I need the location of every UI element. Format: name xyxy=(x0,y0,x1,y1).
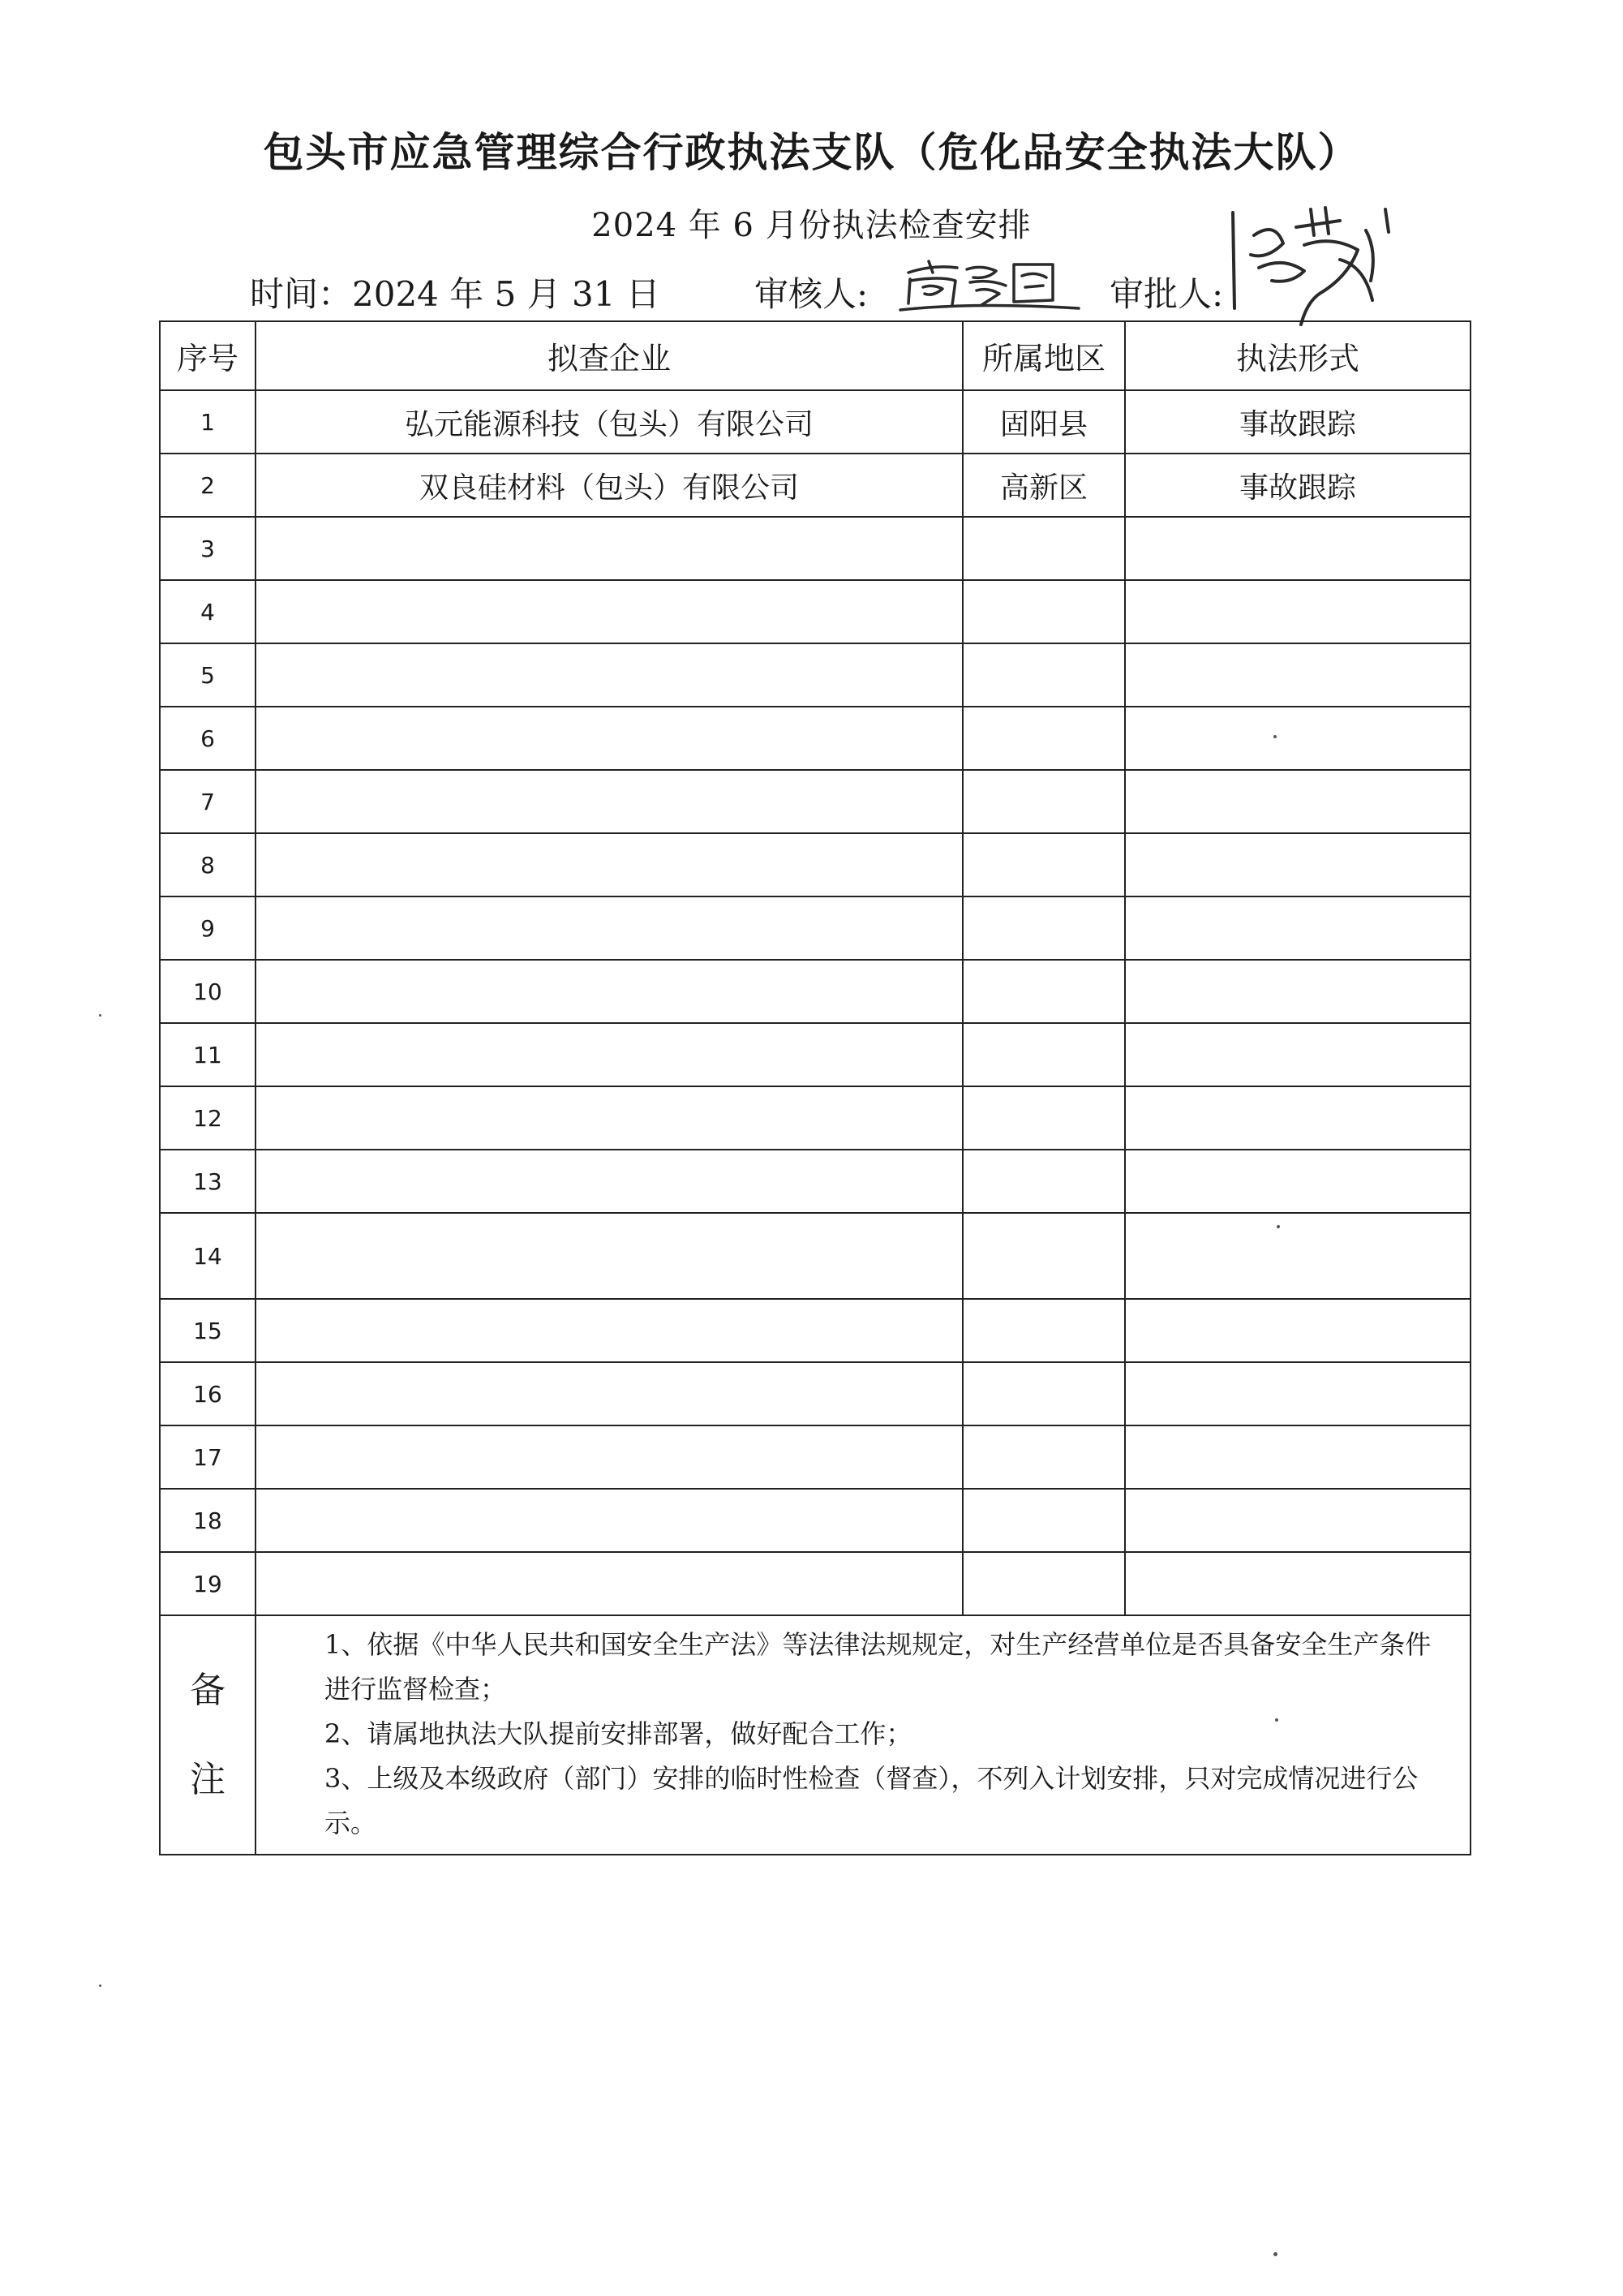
table-row xyxy=(160,643,1471,707)
row-form xyxy=(1125,896,1471,960)
table-row xyxy=(160,454,1471,517)
row-company xyxy=(255,1150,963,1213)
remarks-row xyxy=(160,1615,1471,1855)
row-index: 14 xyxy=(160,1213,255,1299)
remarks-label-top: 备 xyxy=(190,1669,225,1711)
row-index: 5 xyxy=(160,643,255,707)
row-form xyxy=(1125,1023,1471,1086)
row-region xyxy=(963,1299,1125,1362)
row-region xyxy=(963,580,1125,643)
row-form xyxy=(1125,833,1471,896)
approver-label: 审批人: xyxy=(1110,274,1224,314)
row-index: 4 xyxy=(160,580,255,643)
remarks-body xyxy=(255,1615,1471,1855)
row-region: 高新区 xyxy=(963,454,1125,517)
table-row xyxy=(160,1489,1471,1552)
row-company xyxy=(255,1023,963,1086)
date-value: 2024 年 5 月 31 日 xyxy=(352,274,660,314)
row-company xyxy=(255,1362,963,1425)
row-company xyxy=(255,1489,963,1552)
table-row xyxy=(160,960,1471,1023)
remarks-label-bottom: 注 xyxy=(190,1758,225,1800)
table-row xyxy=(160,1086,1471,1150)
row-region xyxy=(963,1552,1125,1615)
row-index: 8 xyxy=(160,833,255,896)
row-index: 6 xyxy=(160,707,255,770)
row-form xyxy=(1125,707,1471,770)
remarks-label xyxy=(160,1615,255,1855)
row-index: 16 xyxy=(160,1362,255,1425)
row-index: 1 xyxy=(160,390,255,454)
header-index: 序号 xyxy=(160,321,255,390)
row-index: 17 xyxy=(160,1425,255,1489)
row-index: 2 xyxy=(160,454,255,517)
row-region xyxy=(963,517,1125,580)
row-form xyxy=(1125,517,1471,580)
row-index: 11 xyxy=(160,1023,255,1086)
row-company xyxy=(255,833,963,896)
inspection-plan-table xyxy=(159,320,1471,1855)
table-row xyxy=(160,390,1471,454)
row-company xyxy=(255,580,963,643)
row-company xyxy=(255,707,963,770)
row-form xyxy=(1125,1489,1471,1552)
row-form xyxy=(1125,580,1471,643)
reviewer-label: 审核人: xyxy=(754,274,869,314)
header-form: 执法形式 xyxy=(1125,321,1471,390)
row-region xyxy=(963,1489,1125,1552)
table-row xyxy=(160,833,1471,896)
row-index: 9 xyxy=(160,896,255,960)
row-index: 12 xyxy=(160,1086,255,1150)
row-region xyxy=(963,960,1125,1023)
row-region xyxy=(963,896,1125,960)
row-form xyxy=(1125,1213,1471,1299)
row-region xyxy=(963,833,1125,896)
row-region xyxy=(963,1023,1125,1086)
row-form xyxy=(1125,770,1471,833)
row-index: 7 xyxy=(160,770,255,833)
row-company: 双良硅材料（包头）有限公司 xyxy=(255,454,963,517)
table-row xyxy=(160,1299,1471,1362)
row-index: 15 xyxy=(160,1299,255,1362)
row-company xyxy=(255,1086,963,1150)
scan-speck xyxy=(1273,735,1277,738)
row-region xyxy=(963,1213,1125,1299)
row-form xyxy=(1125,1362,1471,1425)
row-region: 固阳县 xyxy=(963,390,1125,454)
row-form xyxy=(1125,1086,1471,1150)
table-row xyxy=(160,707,1471,770)
row-index: 3 xyxy=(160,517,255,580)
table-header-row xyxy=(160,321,1471,390)
remark-item: 3、上级及本级政府（部门）安排的临时性检查（督查），不列入计划安排，只对完成情况进行公示。 xyxy=(324,1763,1419,1838)
row-form xyxy=(1125,1425,1471,1489)
row-company xyxy=(255,1425,963,1489)
table-row xyxy=(160,896,1471,960)
scan-speck xyxy=(99,1984,101,1987)
scan-speck xyxy=(99,1014,101,1017)
table-row xyxy=(160,1425,1471,1489)
table-row xyxy=(160,517,1471,580)
row-region xyxy=(963,643,1125,707)
row-index: 18 xyxy=(160,1489,255,1552)
header-region: 所属地区 xyxy=(963,321,1125,390)
date-line xyxy=(250,268,660,316)
row-company xyxy=(255,960,963,1023)
row-company xyxy=(255,517,963,580)
table-row xyxy=(160,1213,1471,1299)
row-form: 事故跟踪 xyxy=(1125,390,1471,454)
row-form xyxy=(1125,643,1471,707)
row-form xyxy=(1125,960,1471,1023)
table-row xyxy=(160,1150,1471,1213)
row-company xyxy=(255,896,963,960)
row-index: 13 xyxy=(160,1150,255,1213)
row-region xyxy=(963,1150,1125,1213)
row-form: 事故跟踪 xyxy=(1125,454,1471,517)
row-form xyxy=(1125,1552,1471,1615)
row-form xyxy=(1125,1150,1471,1213)
row-region xyxy=(963,707,1125,770)
row-index: 10 xyxy=(160,960,255,1023)
page-subtitle: 2024 年 6 月份执法检查安排 xyxy=(591,207,1032,244)
table-row xyxy=(160,770,1471,833)
row-company xyxy=(255,643,963,707)
scan-speck xyxy=(1273,2252,1277,2256)
row-index: 19 xyxy=(160,1552,255,1615)
row-company xyxy=(255,1299,963,1362)
page-title: 包头市应急管理综合行政执法支队（危化品安全执法大队） xyxy=(263,129,1360,176)
table-row xyxy=(160,1362,1471,1425)
remark-item: 1、依据《中华人民共和国安全生产法》等法律法规规定，对生产经营单位是否具备安全生产条件进行监督检查； xyxy=(324,1629,1432,1705)
table-row xyxy=(160,1023,1471,1086)
row-region xyxy=(963,1425,1125,1489)
header-company: 拟查企业 xyxy=(255,321,963,390)
row-company xyxy=(255,770,963,833)
row-form xyxy=(1125,1299,1471,1362)
reviewer-signature xyxy=(892,240,1087,321)
row-region xyxy=(963,1362,1125,1425)
scan-speck xyxy=(1277,1225,1280,1228)
row-company: 弘元能源科技（包头）有限公司 xyxy=(255,390,963,454)
row-company xyxy=(255,1213,963,1299)
date-label: 时间： xyxy=(250,274,353,314)
row-company xyxy=(255,1552,963,1615)
remark-item: 2、请属地执法大队提前安排部署，做好配合工作； xyxy=(324,1718,912,1749)
row-region xyxy=(963,770,1125,833)
table-row xyxy=(160,1552,1471,1615)
table-row xyxy=(160,580,1471,643)
scan-speck xyxy=(1275,1718,1278,1722)
row-region xyxy=(963,1086,1125,1150)
